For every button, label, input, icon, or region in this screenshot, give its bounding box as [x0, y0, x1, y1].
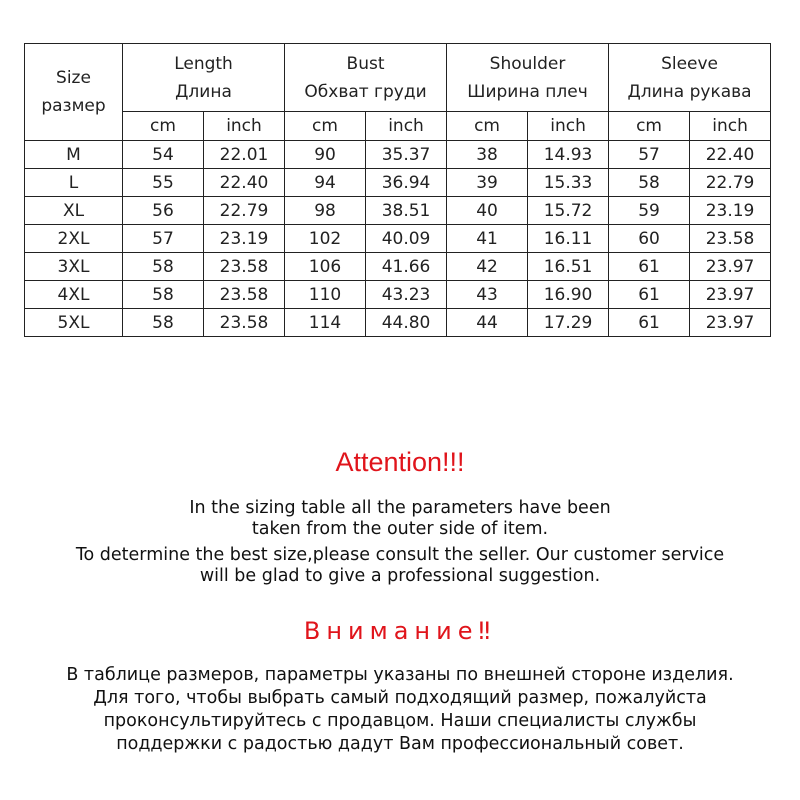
measurement-cell: 15.33: [528, 169, 609, 197]
measurement-cell: 23.19: [204, 225, 285, 253]
measurement-cell: 61: [609, 253, 690, 281]
measurement-cell: 114: [285, 309, 366, 337]
measurement-cell: 23.58: [690, 225, 771, 253]
size-header-ru: размер: [41, 96, 106, 116]
unit-header: inch: [204, 112, 285, 141]
note-ru-line: поддержки с радостью дадут Вам профессиональный совет.: [116, 734, 684, 754]
sizing-note-line: taken from the outer side of item.: [251, 519, 549, 539]
measurement-cell: 102: [285, 225, 366, 253]
measurement-cell: 43.23: [366, 281, 447, 309]
bust-group-header: [285, 44, 447, 112]
sleeve-header-ru: Длина рукава: [627, 81, 752, 102]
measurement-cell: 61: [609, 309, 690, 337]
consult-note-en: [0, 545, 800, 587]
sizing-note-en: [0, 498, 800, 540]
measurement-cell: 16.51: [528, 253, 609, 281]
measurement-cell: 40: [447, 197, 528, 225]
measurement-cell: 35.37: [366, 141, 447, 169]
measurement-cell: 41: [447, 225, 528, 253]
measurement-cell: 106: [285, 253, 366, 281]
size-cell: 4XL: [25, 281, 123, 309]
measurement-cell: 110: [285, 281, 366, 309]
unit-header: inch: [690, 112, 771, 141]
table-row: [25, 281, 771, 309]
measurement-cell: 22.40: [690, 141, 771, 169]
measurement-cell: 40.09: [366, 225, 447, 253]
attention-heading-en: Attention!!!: [335, 447, 465, 477]
measurement-cell: 54: [123, 141, 204, 169]
table-row: [25, 225, 771, 253]
unit-header: cm: [123, 112, 204, 141]
measurement-cell: 16.90: [528, 281, 609, 309]
table-row: [25, 141, 771, 169]
measurement-cell: 23.58: [204, 309, 285, 337]
note-ru-line: Для того, чтобы выбрать самый подходящий размер, пожалуйста: [93, 688, 707, 708]
consult-note-line: will be glad to give a professional suggestion.: [199, 566, 601, 586]
sleeve-header-en: Sleeve: [661, 53, 719, 74]
measurement-cell: 23.97: [690, 281, 771, 309]
size-cell: 2XL: [25, 225, 123, 253]
length-header-ru: Длина: [175, 81, 232, 102]
bust-header-en: Bust: [346, 53, 385, 74]
measurement-cell: 36.94: [366, 169, 447, 197]
measurement-cell: 58: [123, 253, 204, 281]
size-cell: 5XL: [25, 309, 123, 337]
measurement-cell: 22.79: [204, 197, 285, 225]
table-row: [25, 309, 771, 337]
shoulder-group-header: [447, 44, 609, 112]
measurement-cell: 22.79: [690, 169, 771, 197]
measurement-cell: 58: [123, 309, 204, 337]
length-group-header: [123, 44, 285, 112]
shoulder-header-en: Shoulder: [489, 53, 566, 74]
measurement-cell: 90: [285, 141, 366, 169]
bust-header-ru: Обхват груди: [304, 81, 427, 102]
measurement-cell: 41.66: [366, 253, 447, 281]
measurement-cell: 43: [447, 281, 528, 309]
size-cell: XL: [25, 197, 123, 225]
unit-header: cm: [609, 112, 690, 141]
measurement-cell: 17.29: [528, 309, 609, 337]
measurement-cell: 23.19: [690, 197, 771, 225]
measurement-cell: 55: [123, 169, 204, 197]
note-ru-line: В таблице размеров, параметры указаны по внешней стороне изделия.: [66, 665, 734, 685]
table-row: [25, 197, 771, 225]
table-row: [25, 169, 771, 197]
unit-header: inch: [366, 112, 447, 141]
measurement-cell: 38.51: [366, 197, 447, 225]
measurement-cell: 58: [609, 169, 690, 197]
measurement-cell: 16.11: [528, 225, 609, 253]
measurement-cell: 22.01: [204, 141, 285, 169]
measurement-cell: 23.58: [204, 253, 285, 281]
unit-header: inch: [528, 112, 609, 141]
measurement-cell: 57: [609, 141, 690, 169]
measurement-cell: 44: [447, 309, 528, 337]
measurement-cell: 39: [447, 169, 528, 197]
measurement-cell: 94: [285, 169, 366, 197]
measurement-cell: 60: [609, 225, 690, 253]
shoulder-header-ru: Ширина плеч: [467, 81, 588, 102]
length-header-en: Length: [174, 53, 233, 74]
measurement-cell: 23.58: [204, 281, 285, 309]
sleeve-group-header: [609, 44, 771, 112]
unit-header: cm: [285, 112, 366, 141]
measurement-cell: 38: [447, 141, 528, 169]
measurement-cell: 42: [447, 253, 528, 281]
measurement-cell: 22.40: [204, 169, 285, 197]
measurement-cell: 59: [609, 197, 690, 225]
sizing-note-line: In the sizing table all the parameters have been: [189, 498, 611, 518]
unit-header: cm: [447, 112, 528, 141]
note-ru: [0, 664, 800, 756]
size-cell: L: [25, 169, 123, 197]
size-column-header: [25, 44, 123, 141]
consult-note-line: To determine the best size,please consult the seller. Our customer service: [75, 545, 725, 565]
note-ru-line: проконсультируйтесь с продавцом. Наши специалисты службы: [103, 711, 697, 731]
attention-heading-ru: Внимание‼: [303, 617, 497, 645]
measurement-cell: 15.72: [528, 197, 609, 225]
measurement-cell: 98: [285, 197, 366, 225]
size-cell: M: [25, 141, 123, 169]
measurement-cell: 44.80: [366, 309, 447, 337]
size-header-en: Size: [56, 68, 91, 88]
measurement-cell: 23.97: [690, 253, 771, 281]
measurement-cell: 61: [609, 281, 690, 309]
measurement-cell: 23.97: [690, 309, 771, 337]
size-cell: 3XL: [25, 253, 123, 281]
table-row: [25, 253, 771, 281]
measurement-cell: 14.93: [528, 141, 609, 169]
measurement-cell: 57: [123, 225, 204, 253]
measurement-cell: 58: [123, 281, 204, 309]
size-chart-table: [24, 43, 771, 337]
measurement-cell: 56: [123, 197, 204, 225]
